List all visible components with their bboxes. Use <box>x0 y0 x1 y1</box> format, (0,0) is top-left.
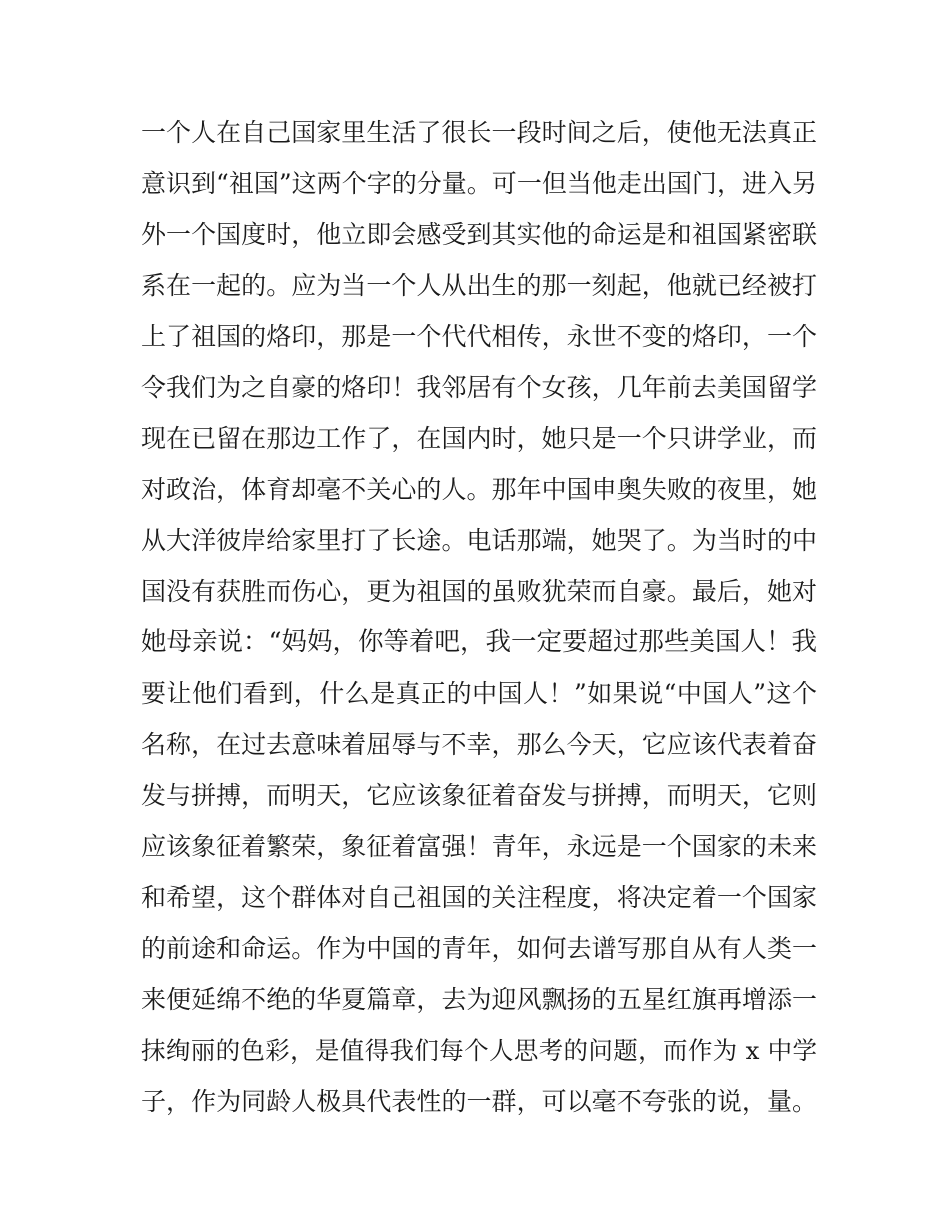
text-line: 令我们为之自豪的烙印！我邻居有个女孩，几年前去美国留学 <box>141 373 817 402</box>
text-line: 国没有获胜而伤心，更为祖国的虽败犹荣而自豪。最后，她对 <box>141 577 817 606</box>
text-line: 外一个国度时，他立即会感受到其实他的命运是和祖国紧密联 <box>141 220 817 249</box>
body-paragraph <box>141 107 817 1127</box>
text-line: 意识到“祖国”这两个字的分量。可一但当他走出国门，进入另 <box>141 169 817 198</box>
text-line: 子，作为同龄人极具代表性的一群，可以毫不夸张的说，量。 <box>141 1087 817 1116</box>
text-line: 系在一起的。应为当一个人从出生的那一刻起，他就已经被打 <box>141 271 817 300</box>
text-line: 要让他们看到，什么是真正的中国人！”如果说“中国人”这个 <box>141 679 817 708</box>
text-line: 从大洋彼岸给家里打了长途。电话那端，她哭了。为当时的中 <box>141 526 817 555</box>
text-line: 和希望，这个群体对自己祖国的关注程度，将决定着一个国家 <box>141 883 817 912</box>
text-line: 上了祖国的烙印，那是一个代代相传，永世不变的烙印，一个 <box>141 322 817 351</box>
text-line: 一个人在自己国家里生活了很长一段时间之后，使他无法真正 <box>141 118 817 147</box>
text-line: 抹绚丽的色彩，是值得我们每个人思考的问题，而作为 x 中学 <box>141 1036 817 1065</box>
text-line: 应该象征着繁荣，象征着富强！青年，永远是一个国家的未来 <box>141 832 817 861</box>
text-line: 名称，在过去意味着屈辱与不幸，那么今天，它应该代表着奋 <box>141 730 817 759</box>
text-line: 对政治，体育却毫不关心的人。那年中国申奥失败的夜里，她 <box>141 475 817 504</box>
text-line: 发与拼搏，而明天，它应该象征着奋发与拼搏，而明天，它则 <box>141 781 817 810</box>
text-line: 的前途和命运。作为中国的青年，如何去谱写那自从有人类一 <box>141 934 817 963</box>
text-line: 来便延绵不绝的华夏篇章，去为迎风飘扬的五星红旗再增添一 <box>141 985 817 1014</box>
text-line: 现在已留在那边工作了，在国内时，她只是一个只讲学业，而 <box>141 424 817 453</box>
text-line: 她母亲说：“妈妈，你等着吧，我一定要超过那些美国人！我 <box>141 627 818 657</box>
